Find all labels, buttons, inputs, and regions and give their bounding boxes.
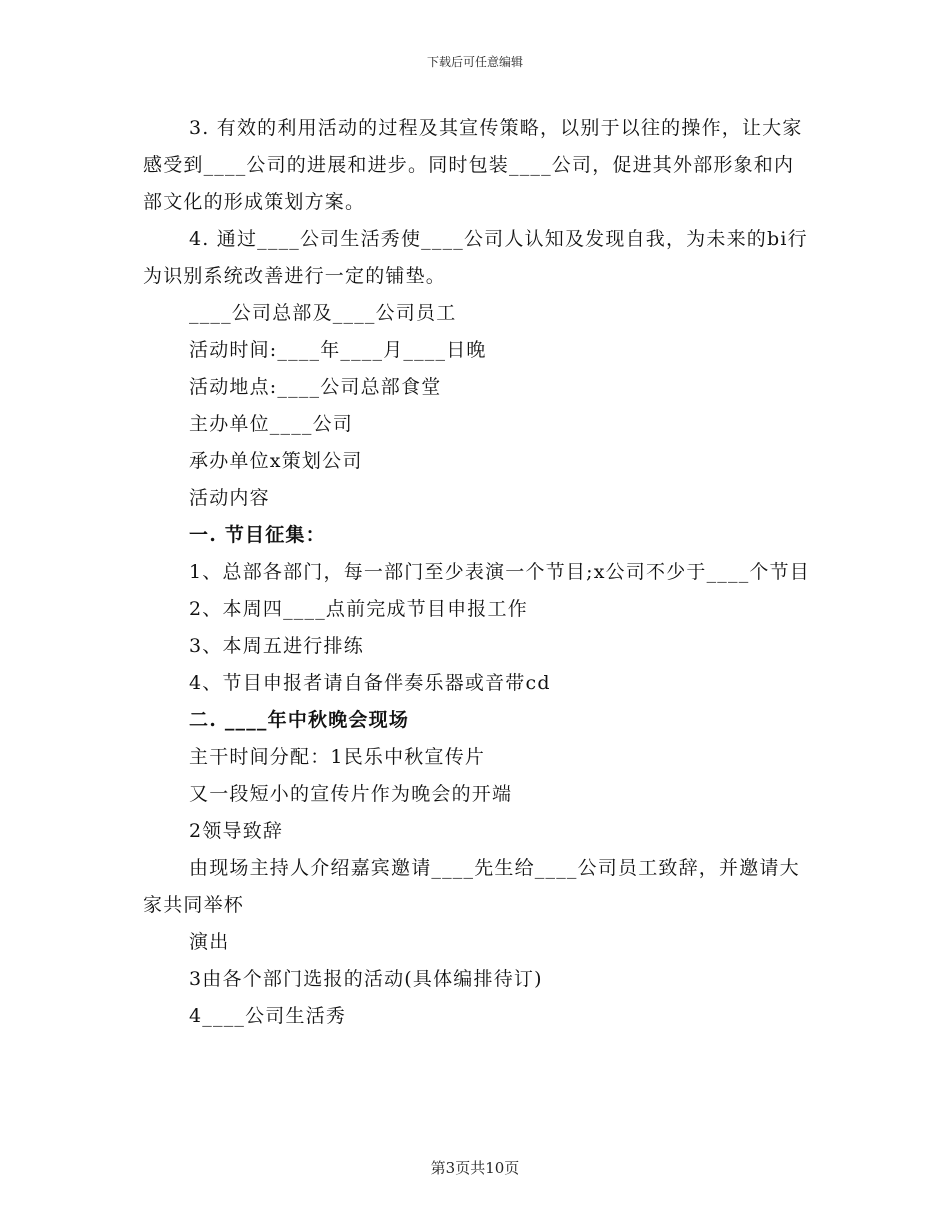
page-header: 下载后可任意编辑: [426, 55, 523, 69]
activity-content-label: 活动内容: [189, 487, 270, 509]
paragraph-goal-4: 4. 通过____公司生活秀使____公司人认知及发现自我，为未来的bi行为识别系统改善进行一定的铺垫。: [143, 228, 808, 287]
list-item: 演出: [189, 931, 230, 953]
event-time-line: 活动时间:____年____月____日晚: [189, 339, 487, 361]
list-item: 由现场主持人介绍嘉宾邀请____先生给____公司员工致辞，并邀请大家共同举杯: [143, 857, 800, 916]
list-item: 主干时间分配：1民乐中秋宣传片: [189, 746, 486, 768]
list-item: 1、总部各部门，每一部门至少表演一个节目;x公司不少于____个节目: [189, 561, 811, 583]
list-item: 4、节目申报者请自备伴奏乐器或音带cd: [189, 672, 551, 694]
event-location-line: 活动地点:____公司总部食堂: [189, 376, 442, 398]
co-organizer-line: 承办单位x策划公司: [189, 450, 363, 472]
list-item: 3由各个部门选报的活动(具体编排待订): [189, 968, 543, 990]
section-heading-program-collection: 一. 节目征集：: [189, 524, 326, 546]
list-item: 2、本周四____点前完成节目申报工作: [189, 598, 528, 620]
list-item: 2领导致辞: [189, 820, 284, 842]
list-item: 3、本周五进行排练: [189, 635, 364, 657]
page-footer: 第3页共10页: [430, 1159, 520, 1177]
list-item: 又一段短小的宣传片作为晚会的开端: [189, 783, 513, 805]
organizer-line: 主办单位____公司: [189, 413, 354, 435]
paragraph-goal-3: 3. 有效的利用活动的过程及其宣传策略，以别于以往的操作，让大家感受到____公司的进展和进步。同时包装____公司，促进其外部形象和内部文化的形成策划方案。: [143, 117, 803, 213]
list-item: 4____公司生活秀: [189, 1005, 347, 1027]
document-body: [143, 110, 813, 1035]
participants-line: ____公司总部及____公司员工: [189, 302, 457, 324]
section-heading-gala-scene: 二. ____年中秋晚会现场: [189, 709, 410, 731]
